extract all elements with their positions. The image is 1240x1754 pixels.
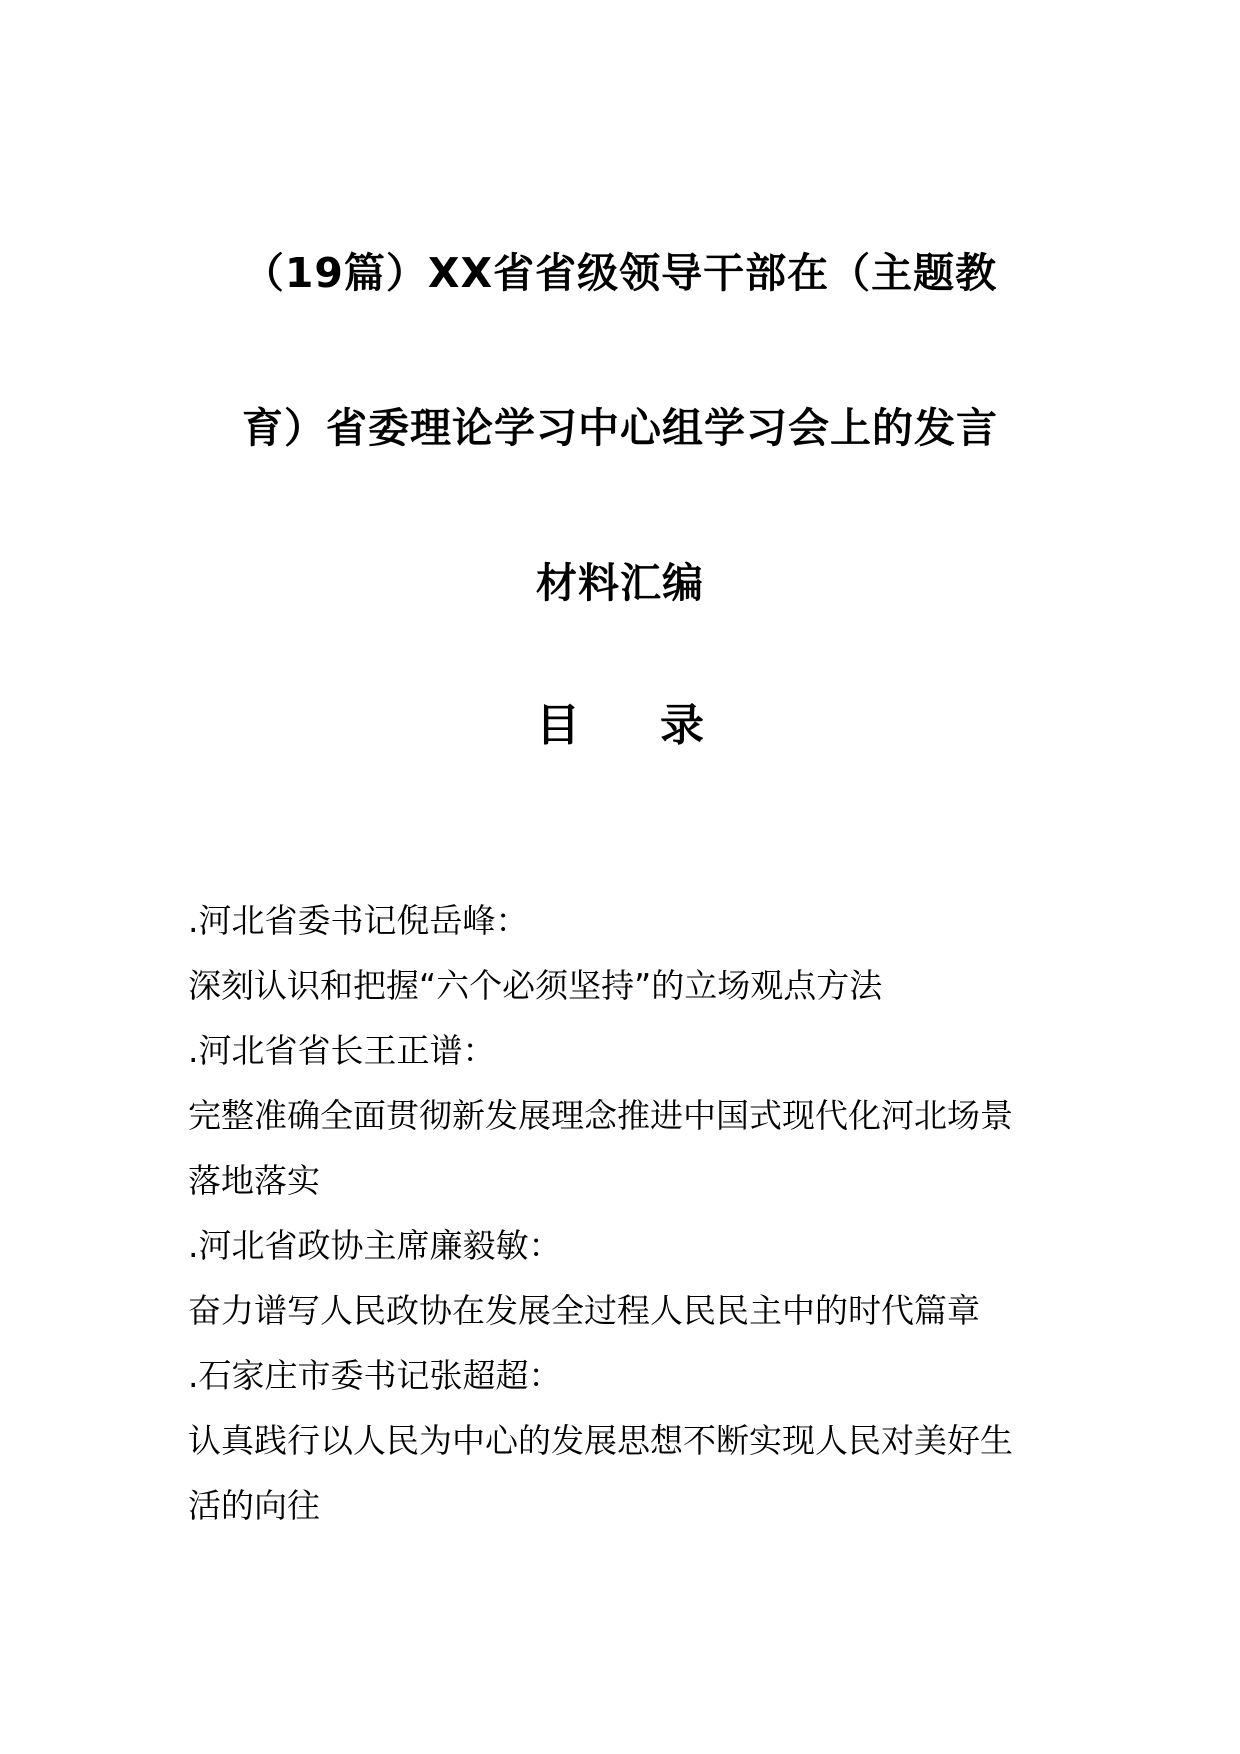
toc-entry	[188, 1343, 1068, 1538]
toc-entry-author: .石家庄市委书记张超超：	[188, 1356, 562, 1395]
toc-entry-topic: 认真践行以人民为中心的发展思想不断实现人民对美好生	[188, 1421, 1013, 1460]
toc-entry	[188, 1018, 1068, 1213]
toc-entry-topic: 活的向往	[188, 1486, 320, 1525]
toc-entry-topic: 深刻认识和把握“六个必须坚持”的立场观点方法	[188, 966, 883, 1005]
document-title	[150, 196, 1090, 661]
toc-entry-author: .河北省省长王正谱：	[188, 1031, 496, 1070]
toc-entry-topic: 落地落实	[188, 1161, 320, 1200]
toc-heading-char: 录	[660, 700, 704, 751]
toc-heading-char: 目	[536, 700, 580, 751]
toc-entry	[188, 1213, 1068, 1343]
title-line: 材料汇编	[536, 559, 704, 607]
toc-entry-topic: 完整准确全面贯彻新发展理念推进中国式现代化河北场景	[188, 1096, 1013, 1135]
toc-heading	[0, 696, 1240, 756]
title-line: 育）省委理论学习中心组学习会上的发言	[242, 404, 998, 452]
table-of-contents	[188, 888, 1068, 1538]
toc-entry-author: .河北省政协主席廉毅敏：	[188, 1226, 562, 1265]
toc-entry-topic: 奋力谱写人民政协在发展全过程人民民主中的时代篇章	[188, 1291, 980, 1330]
toc-entry	[188, 888, 1068, 1018]
title-line: （19篇）XX省省级领导干部在（主题教	[242, 249, 998, 297]
toc-entry-author: .河北省委书记倪岳峰：	[188, 901, 529, 940]
